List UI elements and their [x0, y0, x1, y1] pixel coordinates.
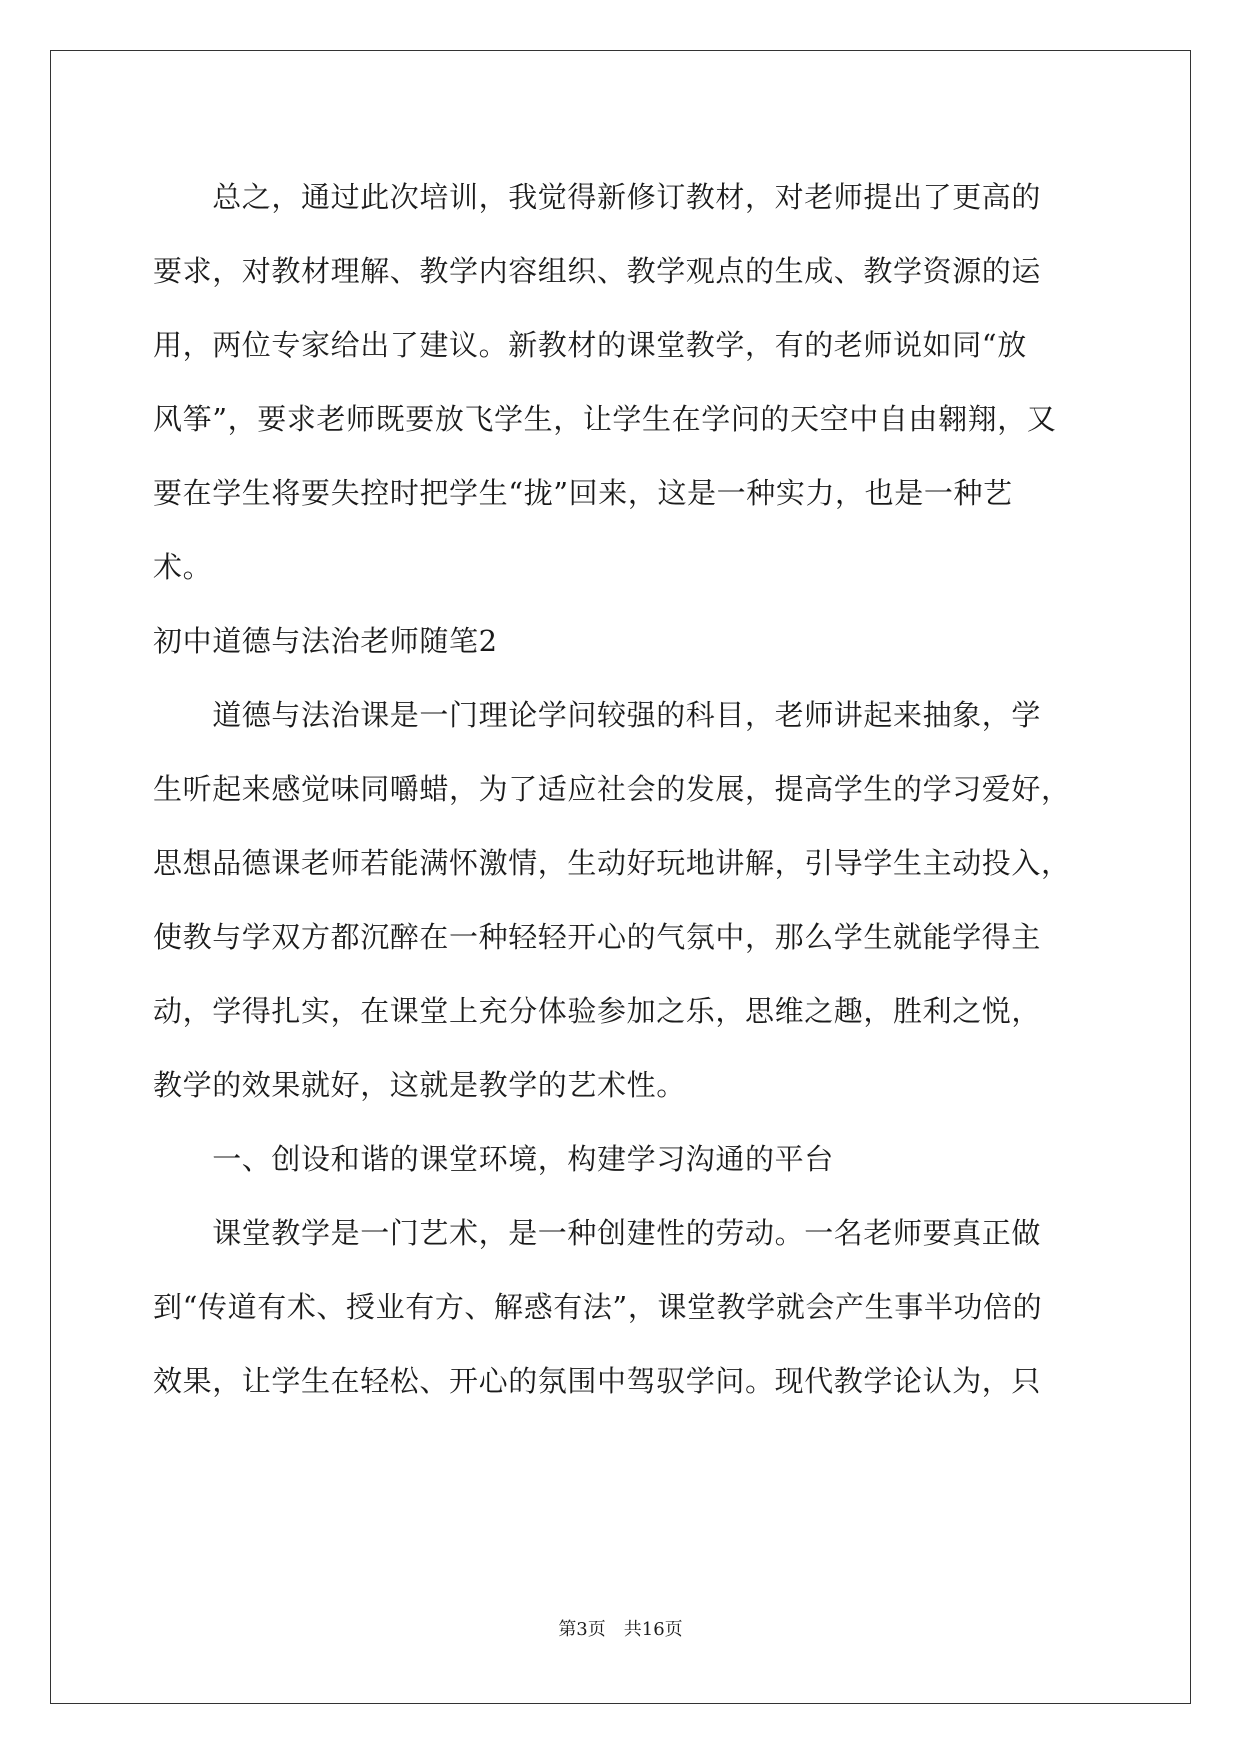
section-heading: 初中道德与法治老师随笔2	[153, 624, 498, 658]
paragraph-line: 风筝”，要求老师既要放飞学生，让学生在学问的天空中自由翱翔，又	[153, 402, 1057, 436]
page-number-footer: 第3页 共16页	[558, 1619, 683, 1640]
paragraph-line: 到“传道有术、授业有方、解惑有法”，课堂教学就会产生事半功倍的	[153, 1290, 1043, 1324]
paragraph-line: 思想品德课老师若能满怀激情，生动好玩地讲解，引导学生主动投入，	[153, 846, 1071, 880]
paragraph-line: 术。	[153, 550, 213, 584]
paragraph-line: 教学的效果就好，这就是教学的艺术性。	[153, 1068, 686, 1102]
subheading-line: 一、创设和谐的课堂环境，构建学习沟通的平台	[153, 1142, 834, 1176]
paragraph-line: 使教与学双方都沉醉在一种轻轻开心的气氛中，那么学生就能学得主	[153, 920, 1042, 954]
paragraph-line: 要求，对教材理解、教学内容组织、教学观点的生成、教学资源的运	[153, 254, 1042, 288]
paragraph-line: 动，学得扎实，在课堂上充分体验参加之乐，思维之趣，胜利之悦，	[153, 994, 1042, 1028]
paragraph-line: 总之，通过此次培训，我觉得新修订教材，对老师提出了更高的	[153, 180, 1042, 214]
paragraph-line: 课堂教学是一门艺术，是一种创建性的劳动。一名老师要真正做	[153, 1216, 1042, 1250]
paragraph-line: 道德与法治课是一门理论学问较强的科目，老师讲起来抽象，学	[153, 698, 1042, 732]
paragraph-line: 生听起来感觉味同嚼蜡，为了适应社会的发展，提高学生的学习爱好，	[153, 772, 1071, 806]
paragraph-line: 效果，让学生在轻松、开心的氛围中驾驭学问。现代教学论认为，只	[153, 1364, 1042, 1398]
paragraph-line: 用，两位专家给出了建议。新教材的课堂教学，有的老师说如同“放	[153, 328, 1027, 362]
document-body	[153, 160, 1093, 1418]
paragraph-line: 要在学生将要失控时把学生“拢”回来，这是一种实力，也是一种艺	[153, 476, 1013, 510]
